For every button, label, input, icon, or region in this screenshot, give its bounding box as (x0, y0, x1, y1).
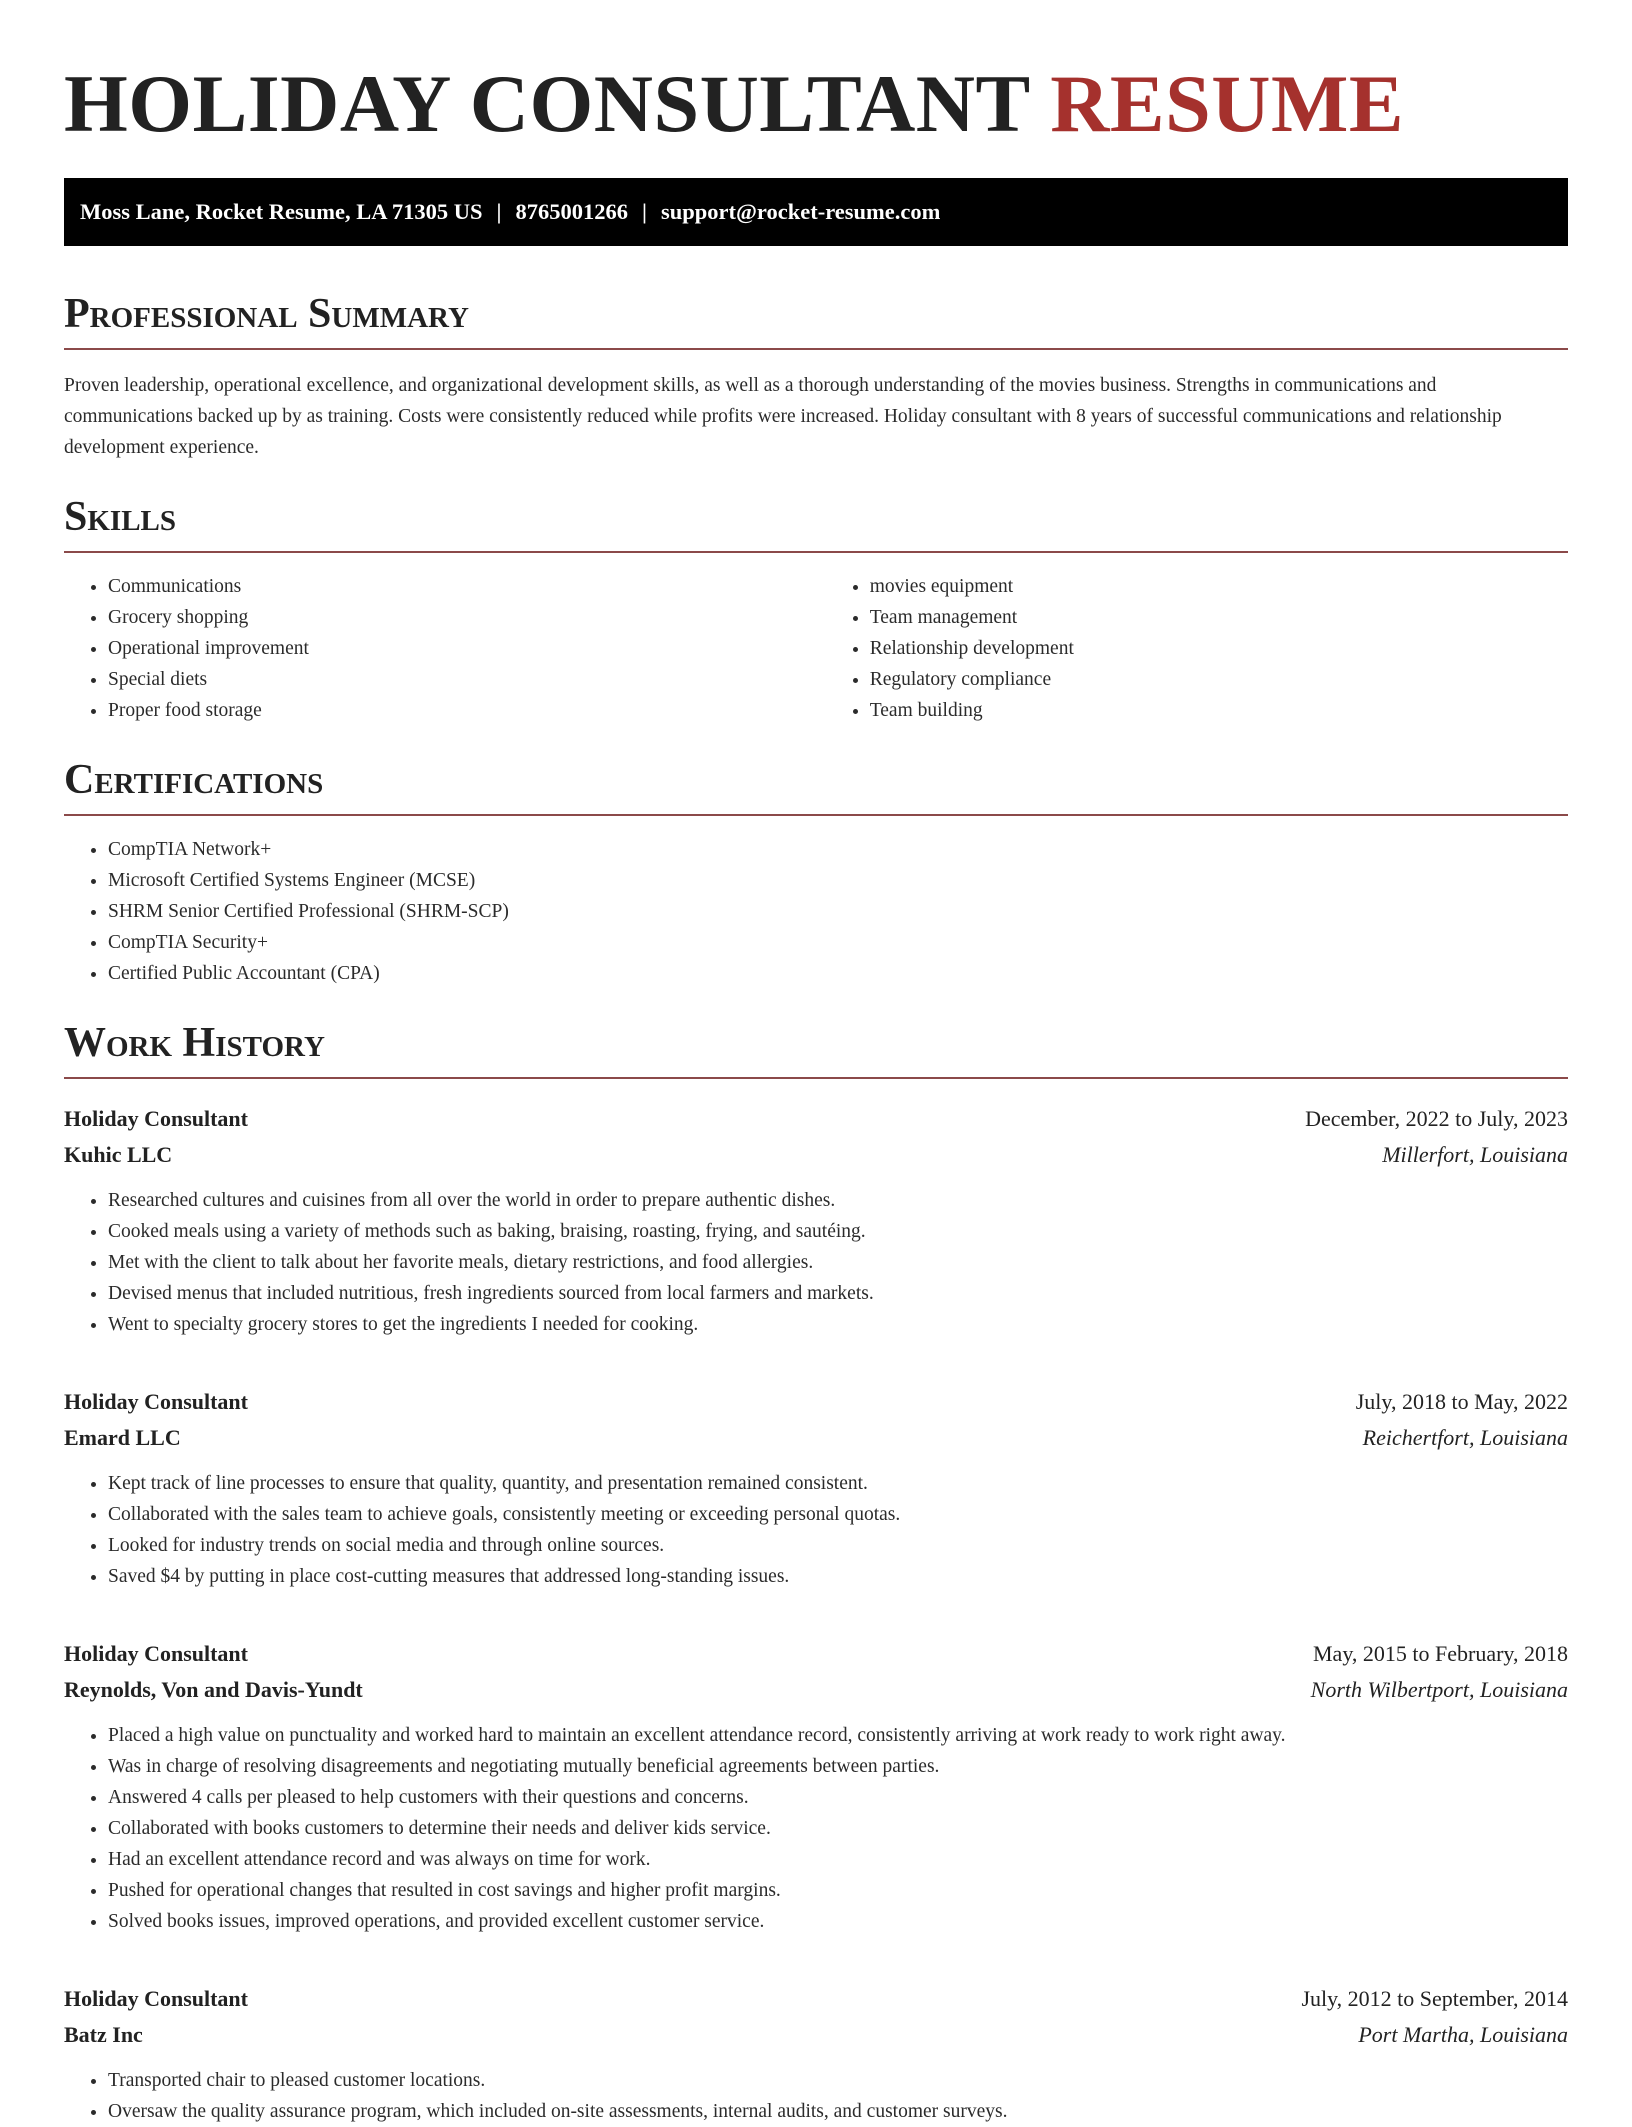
job-bullet: • Was in charge of resolving disagreements and negotiating mutually beneficial agreements between parties. (108, 1751, 1568, 1782)
job-company: Reynolds, Von and Davis-Yundt (64, 1677, 363, 1702)
job-entry (64, 1384, 1568, 1592)
job-bullet: • Devised menus that included nutritious, fresh ingredients sourced from local farmers and markets. (108, 1278, 1568, 1309)
job-bullet: • Cooked meals using a variety of methods such as baking, braising, roasting, frying, and sautéing. (108, 1216, 1568, 1247)
job-bullet: • Transported chair to pleased customer locations. (108, 2065, 1568, 2096)
job-bullet: • Met with the client to talk about her favorite meals, dietary restrictions, and food allergies. (108, 1247, 1568, 1278)
job-company: Kuhic LLC (64, 1142, 173, 1167)
job-bullets (64, 2065, 1568, 2127)
job-bullet: • Collaborated with the sales team to achieve goals, consistently meeting or exceeding personal quotas. (108, 1499, 1568, 1530)
contact-separator: | (641, 199, 647, 224)
job-bullet: • Collaborated with books customers to determine their needs and deliver kids service. (108, 1813, 1568, 1844)
job-entry (64, 1636, 1568, 1937)
skill-item: • Operational improvement (108, 633, 826, 664)
job-title: Holiday Consultant (64, 1641, 248, 1666)
job-bullet: • Answered 4 calls per pleased to help customers with their questions and concerns. (108, 1782, 1568, 1813)
job-dates: May, 2015 to February, 2018 (1313, 1641, 1568, 1666)
skill-item: • Team building (870, 695, 1568, 726)
skill-item: • Regulatory compliance (870, 664, 1568, 695)
job-bullet: • Oversaw the quality assurance program, which included on-site assessments, internal audits, and customer surveys. (108, 2096, 1568, 2127)
skill-item: • Team management (870, 602, 1568, 633)
job-bullet: • Looked for industry trends on social media and through online sources. (108, 1530, 1568, 1561)
job-subheader-row (64, 1137, 1568, 1173)
skills-list-left (64, 571, 826, 726)
skills-list-right (826, 571, 1568, 726)
job-subheader-row (64, 2017, 1568, 2053)
job-bullet: • Placed a high value on punctuality and worked hard to maintain an excellent attendance record, consistently arriving at work ready to work right away. (108, 1720, 1568, 1751)
job-bullet: • Had an excellent attendance record and was always on time for work. (108, 1844, 1568, 1875)
title-main: HOLIDAY CONSULTANT (64, 58, 1030, 149)
job-location: Port Martha, Louisiana (1358, 2022, 1568, 2047)
certification-item: • CompTIA Security+ (108, 927, 1568, 958)
certifications-list (64, 834, 1568, 989)
job-bullets (64, 1468, 1568, 1592)
job-company: Emard LLC (64, 1425, 181, 1450)
summary-heading: Professional Summary (64, 290, 1568, 350)
summary-text: Proven leadership, operational excellence, and organizational development skills, as well as a thorough understanding of the movies business. Strengths in communications and communications backed up by as training. Costs were consistently reduced while profits were increased. Holiday consultant with 8 years of successful communications and relationship development experience. (64, 375, 1502, 458)
skill-item: • Communications (108, 571, 826, 602)
job-header-row (64, 1384, 1568, 1420)
contact-separator: | (496, 199, 502, 224)
certification-item: • SHRM Senior Certified Professional (SHRM-SCP) (108, 896, 1568, 927)
contact-bar (64, 178, 1568, 246)
job-subheader-row (64, 1420, 1568, 1456)
skill-item: • Proper food storage (108, 695, 826, 726)
skill-item: • Grocery shopping (108, 602, 826, 633)
job-entry (64, 1101, 1568, 1340)
job-bullets (64, 1720, 1568, 1937)
job-company: Batz Inc (64, 2022, 143, 2047)
title-accent: RESUME (1050, 58, 1405, 149)
certification-item: • Microsoft Certified Systems Engineer (MCSE) (108, 865, 1568, 896)
job-bullet: • Saved $4 by putting in place cost-cutting measures that addressed long-standing issues. (108, 1561, 1568, 1592)
job-header-row (64, 1981, 1568, 2017)
job-bullet: • Went to specialty grocery stores to get the ingredients I needed for cooking. (108, 1309, 1568, 1340)
job-entry (64, 1981, 1568, 2127)
resume-page (64, 0, 1568, 2127)
work-history-heading: Work History (64, 1019, 1568, 1079)
job-location: North Wilbertport, Louisiana (1310, 1677, 1568, 1702)
job-title: Holiday Consultant (64, 1389, 248, 1414)
contact-email: support@rocket-resume.com (660, 199, 941, 224)
skill-item: • movies equipment (870, 571, 1568, 602)
certification-item: • CompTIA Network+ (108, 834, 1568, 865)
job-subheader-row (64, 1672, 1568, 1708)
skill-item: • Special diets (108, 664, 826, 695)
certifications-heading: Certifications (64, 756, 1568, 816)
job-location: Millerfort, Louisiana (1382, 1142, 1568, 1167)
contact-address: Moss Lane, Rocket Resume, LA 71305 US (80, 199, 483, 224)
job-bullet: • Kept track of line processes to ensure that quality, quantity, and presentation remained consistent. (108, 1468, 1568, 1499)
job-bullet: • Researched cultures and cuisines from all over the world in order to prepare authentic dishes. (108, 1185, 1568, 1216)
resume-title (64, 0, 1568, 152)
job-bullet: • Pushed for operational changes that resulted in cost savings and higher profit margins. (108, 1875, 1568, 1906)
skill-item: • Relationship development (870, 633, 1568, 664)
job-dates: December, 2022 to July, 2023 (1305, 1106, 1568, 1131)
contact-phone: 8765001266 (515, 199, 628, 224)
skills-heading: Skills (64, 493, 1568, 553)
skills-columns (64, 553, 1568, 726)
job-title: Holiday Consultant (64, 1106, 248, 1131)
job-header-row (64, 1101, 1568, 1137)
job-dates: July, 2012 to September, 2014 (1301, 1986, 1568, 2011)
job-header-row (64, 1636, 1568, 1672)
job-bullets (64, 1185, 1568, 1340)
certification-item: • Certified Public Accountant (CPA) (108, 958, 1568, 989)
job-title: Holiday Consultant (64, 1986, 248, 2011)
job-bullet: • Solved books issues, improved operations, and provided excellent customer service. (108, 1906, 1568, 1937)
job-location: Reichertfort, Louisiana (1362, 1425, 1568, 1450)
job-dates: July, 2018 to May, 2022 (1355, 1389, 1568, 1414)
